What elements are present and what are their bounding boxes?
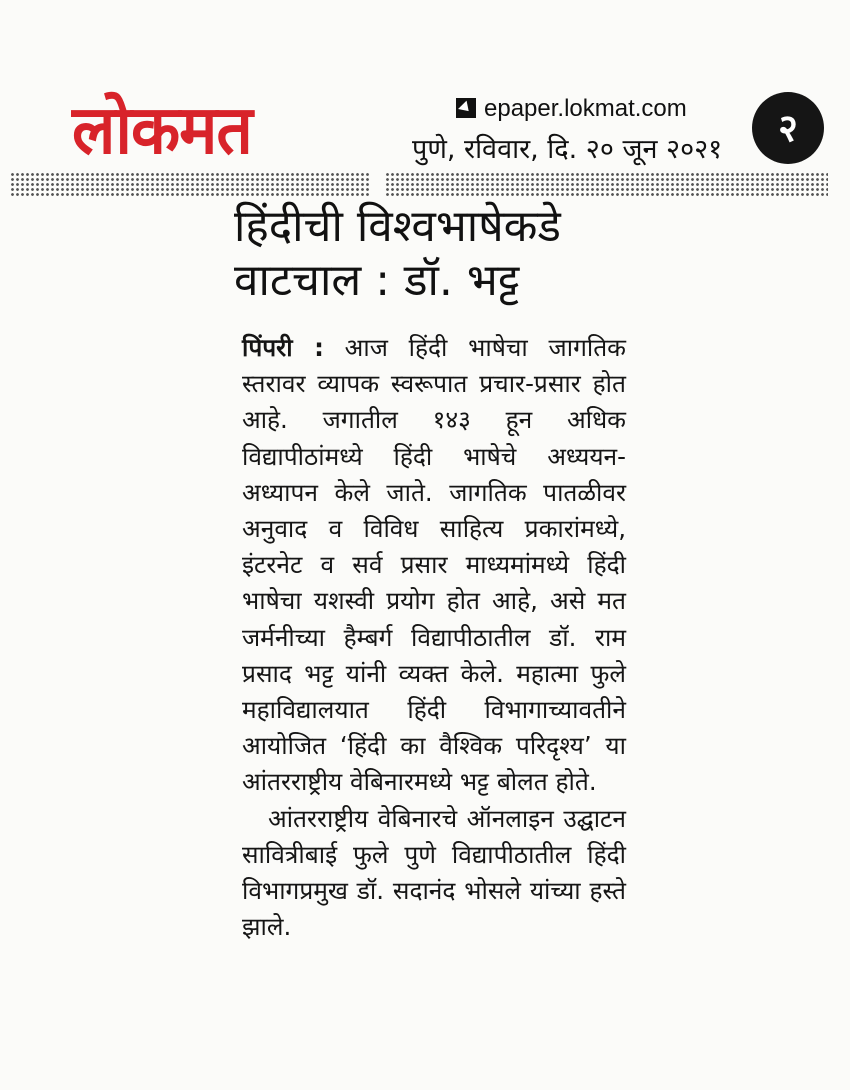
article-paragraph-1 bbox=[222, 330, 640, 801]
page-number-badge: २ bbox=[752, 92, 824, 164]
headline-line-1: हिंदीची विश्वभाषेकडे bbox=[234, 201, 561, 252]
headline-line-2: वाटचाल : डॉ. भट्ट bbox=[234, 255, 520, 306]
epaper-url: epaper.lokmat.com bbox=[484, 95, 687, 122]
epaper-link[interactable] bbox=[456, 92, 687, 126]
divider-gap bbox=[370, 170, 386, 198]
paragraph-1-text: आज हिंदी भाषेचा जागतिक स्तरावर व्यापक स्वरूपात प्रचार-प्रसार होत आहे. जगातील १४३ हून अधिक विद्यापीठांमध्ये हिंदी भाषेचे अध्ययन-अध्यापन केले जाते. जागतिक पातळीवर अनुवाद व विविध साहित्य प्रकारांमध्ये, इंटरनेट व सर्व प्रसार माध्यमांमध्ये हिंदी भाषेचा यशस्वी प्रयोग होत आहे, असे मत जर्मनीच्या हैम्बर्ग विद्यापीठातील डॉ. राम प्रसाद भट्ट यांनी व्यक्त केले. महात्मा फुले महाविद्यालयात हिंदी विभागाच्यावतीने आयोजित ‘हिंदी का वैश्विक परिदृश्य’ या आंतरराष्ट्रीय वेबिनारमध्ये भट्ट बोलत होते. bbox=[242, 333, 626, 797]
cursor-arrow-icon bbox=[456, 98, 476, 118]
article-paragraph-2: आंतरराष्ट्रीय वेबिनारचे ऑनलाइन उद्घाटन सावित्रीबाई फुले पुणे विद्यापीठातील हिंदी विभागप्रमुख डॉ. सदानंद भोसले यांच्या हस्ते झाले. bbox=[242, 803, 626, 942]
article-headline bbox=[222, 200, 640, 308]
news-article bbox=[222, 200, 640, 1062]
lokmat-logo: लोकमत bbox=[72, 91, 252, 170]
edition-date: पुणे, रविवार, दि. २० जून २०२१ bbox=[412, 134, 723, 165]
article-dateline: पिंपरी : bbox=[242, 333, 324, 362]
dotted-divider bbox=[10, 172, 828, 196]
